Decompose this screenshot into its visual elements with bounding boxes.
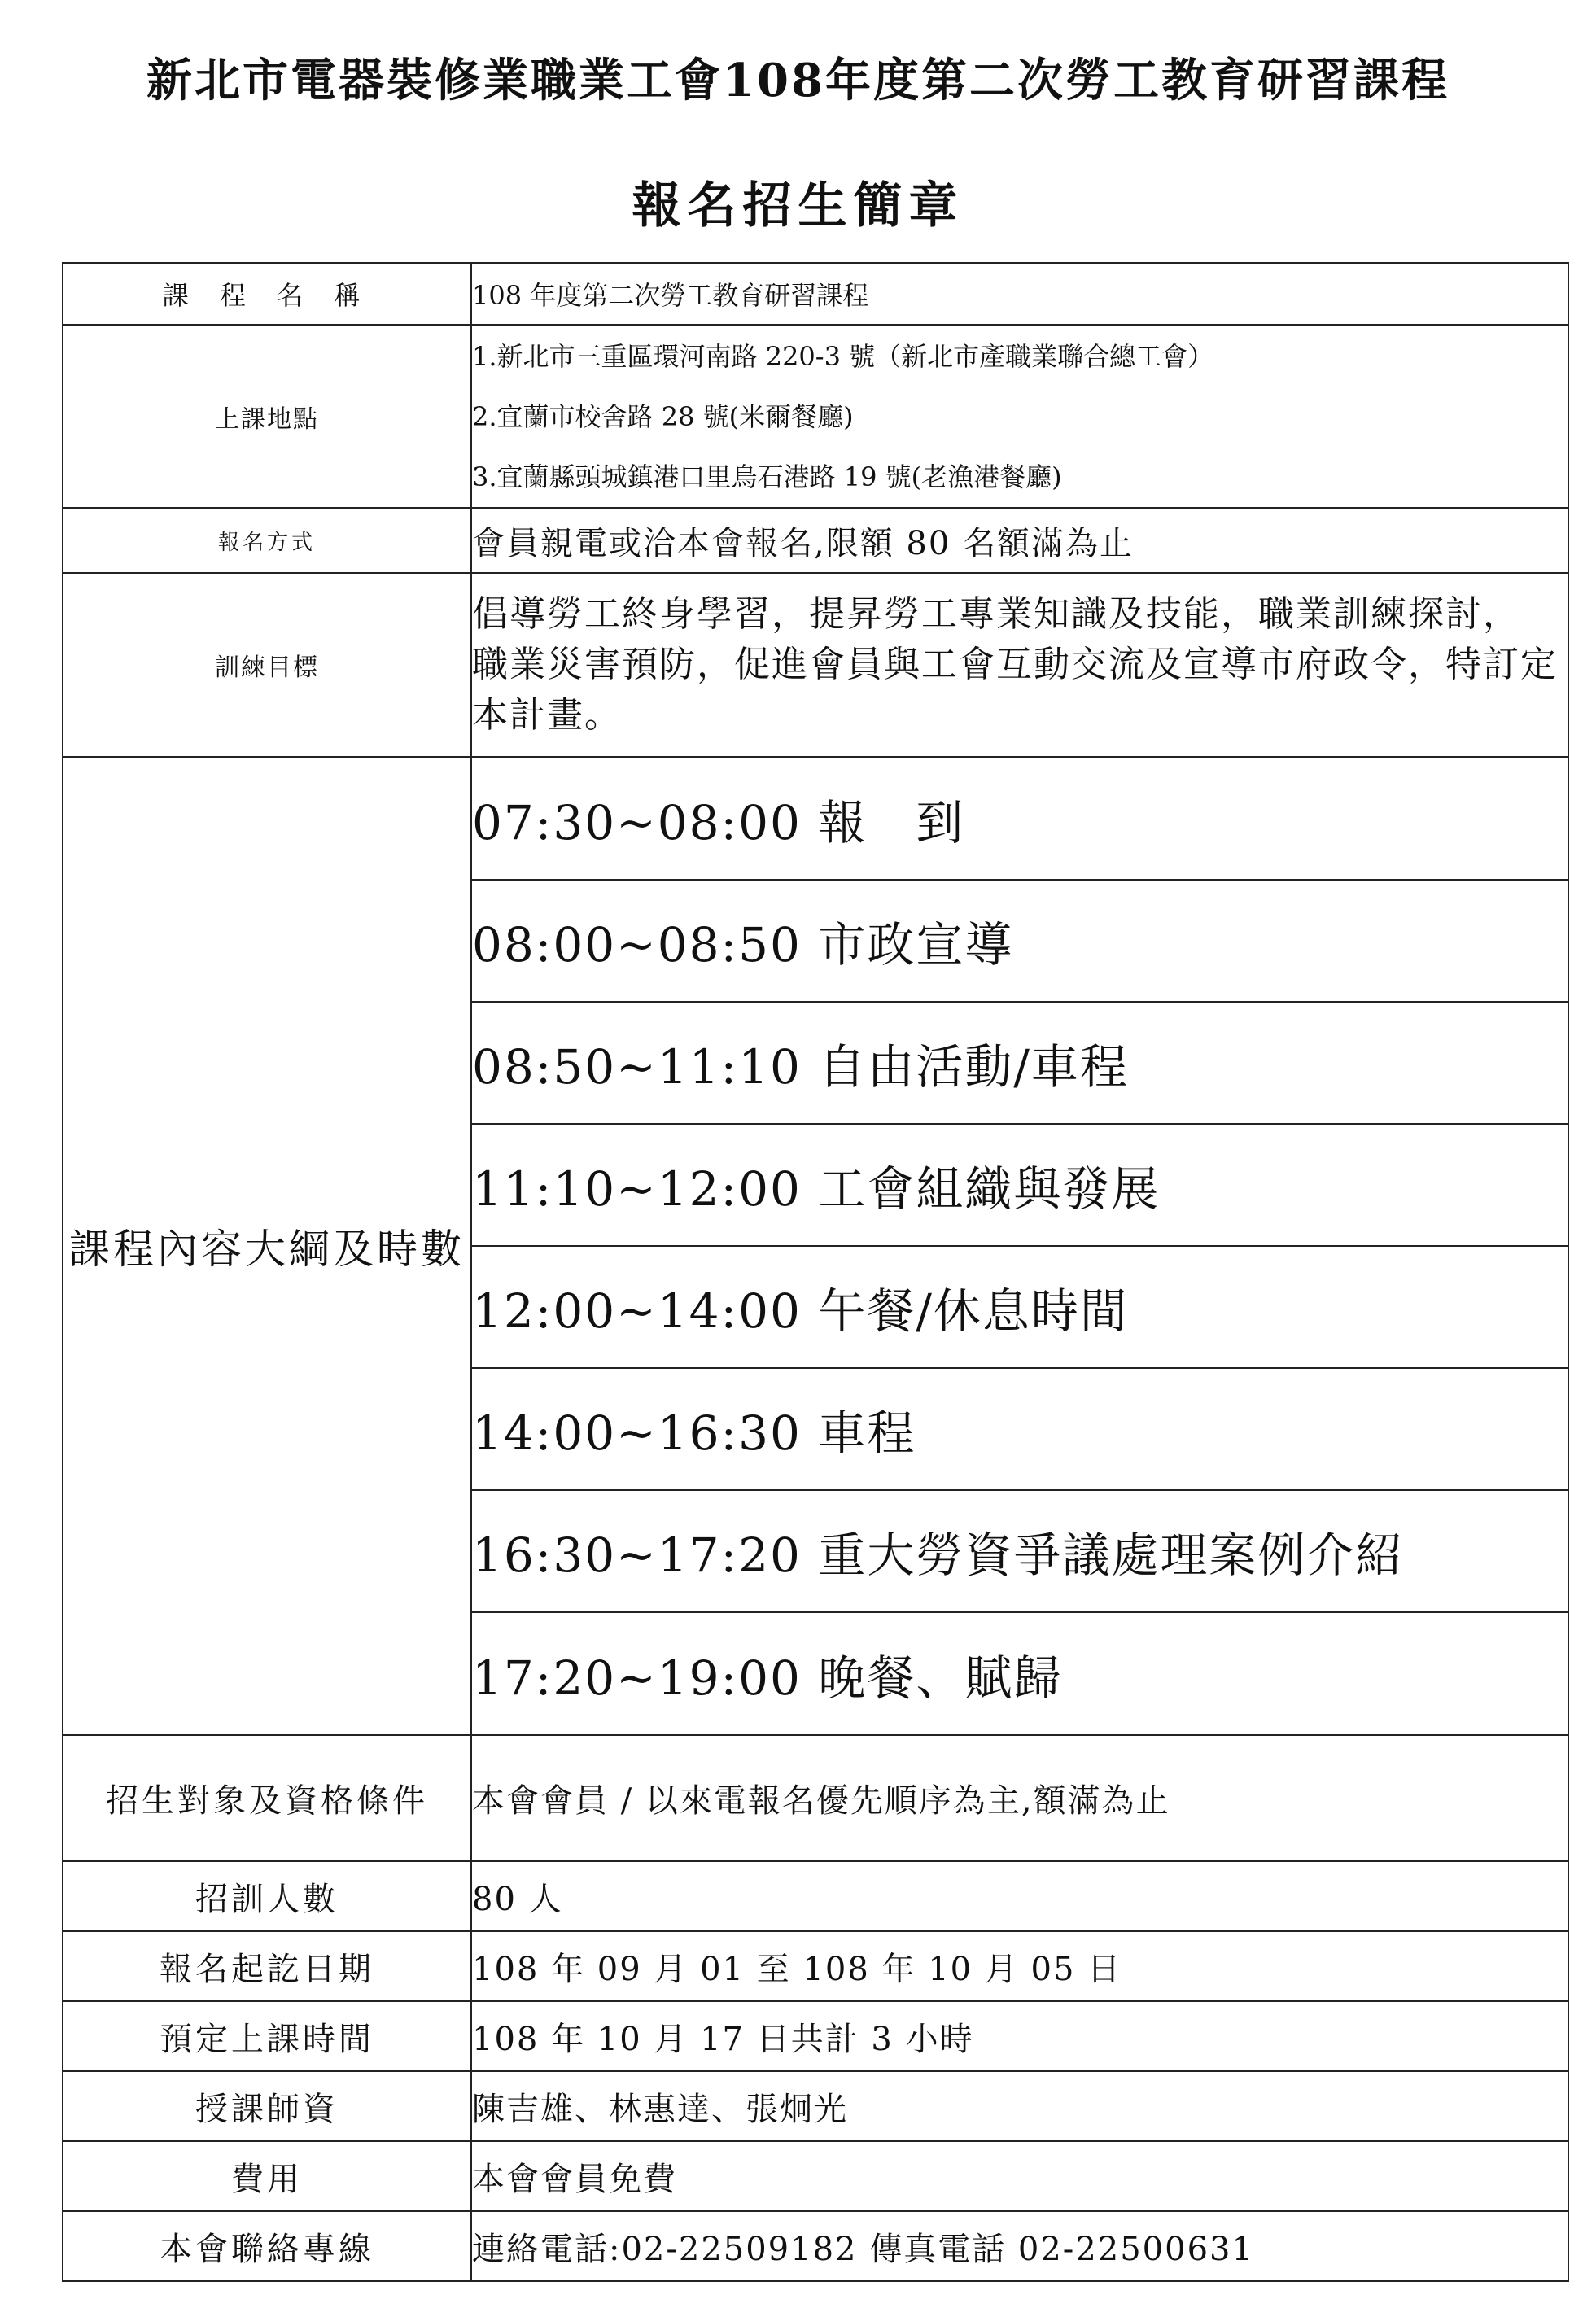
value-instructors: 陳吉雄、林惠達、張炯光 — [471, 2071, 1568, 2141]
schedule-item: 11:10~12:00 工會組織與發展 — [472, 1124, 1568, 1246]
document-subtitle: 報名招生簡章 — [632, 177, 964, 234]
row-registration-method — [63, 508, 1568, 573]
row-class-time — [63, 2001, 1568, 2071]
value-course-name: 108 年度第二次勞工教育研習課程 — [471, 263, 1568, 325]
schedule-item: 12:00~14:00 午餐/休息時間 — [472, 1246, 1568, 1368]
label-contact: 本會聯絡專線 — [63, 2211, 471, 2281]
schedule-item: 07:30~08:00 報 到 — [472, 758, 1568, 880]
location-line-3: 3.宜蘭縣頭城鎮港口里烏石港路 19 號(老漁港餐廳) — [472, 461, 1062, 492]
row-enrollment — [63, 1861, 1568, 1931]
label-registration-method: 報名方式 — [63, 508, 471, 573]
row-instructors — [63, 2071, 1568, 2141]
schedule-item: 16:30~17:20 重大勞資爭議處理案例介紹 — [472, 1490, 1568, 1612]
row-course-name — [63, 263, 1568, 325]
row-registration-period — [63, 1931, 1568, 2001]
value-objective: 倡導勞工終身學習，提昇勞工專業知識及技能，職業訓練探討， 職業災害預防，促進會員與工會互動交流及宣導市府政令，特訂定本計畫。 — [471, 573, 1568, 757]
schedule-cell — [471, 757, 1568, 1735]
value-registration-method: 會員親電或洽本會報名,限額 80 名額滿為止 — [471, 508, 1568, 573]
label-instructors: 授課師資 — [63, 2071, 471, 2141]
row-location — [63, 325, 1568, 508]
value-enrollment: 80 人 — [471, 1861, 1568, 1931]
label-fee: 費用 — [63, 2141, 471, 2211]
value-location — [471, 325, 1568, 508]
document-title: 新北市電器裝修業職業工會108年度第二次勞工教育研習課程 — [146, 54, 1450, 107]
schedule-item: 08:00~08:50 市政宣導 — [472, 880, 1568, 1002]
row-fee — [63, 2141, 1568, 2211]
label-location: 上課地點 — [63, 325, 471, 508]
row-schedule — [63, 757, 1568, 1735]
schedule-item: 14:00~16:30 車程 — [472, 1368, 1568, 1490]
label-class-time: 預定上課時間 — [63, 2001, 471, 2071]
row-objective — [63, 573, 1568, 757]
label-course-name: 課 程 名 稱 — [63, 263, 471, 325]
schedule-item: 17:20~19:00 晚餐、賦歸 — [472, 1612, 1568, 1734]
value-registration-period: 108 年 09 月 01 至 108 年 10 月 05 日 — [471, 1931, 1568, 2001]
label-enrollment: 招訓人數 — [63, 1861, 471, 1931]
row-contact — [63, 2211, 1568, 2281]
schedule-table — [472, 758, 1568, 1734]
value-fee: 本會會員免費 — [471, 2141, 1568, 2211]
label-registration-period: 報名起訖日期 — [63, 1931, 471, 2001]
label-eligibility: 招生對象及資格條件 — [63, 1735, 471, 1861]
label-schedule: 課程內容大綱及時數 — [63, 757, 471, 1735]
location-line-1: 1.新北市三重區環河南路 220-3 號（新北市產職業聯合總工會） — [472, 340, 1214, 372]
value-eligibility: 本會會員 / 以來電報名優先順序為主,額滿為止 — [471, 1735, 1568, 1861]
value-contact: 連絡電話:02-22509182 傳真電話 02-22500631 — [471, 2211, 1568, 2281]
label-objective: 訓練目標 — [63, 573, 471, 757]
registration-form-table — [62, 262, 1569, 2282]
schedule-item: 08:50~11:10 自由活動/車程 — [472, 1002, 1568, 1124]
value-class-time: 108 年 10 月 17 日共計 3 小時 — [471, 2001, 1568, 2071]
row-eligibility — [63, 1735, 1568, 1861]
location-line-2: 2.宜蘭市校舍路 28 號(米爾餐廳) — [472, 400, 854, 432]
